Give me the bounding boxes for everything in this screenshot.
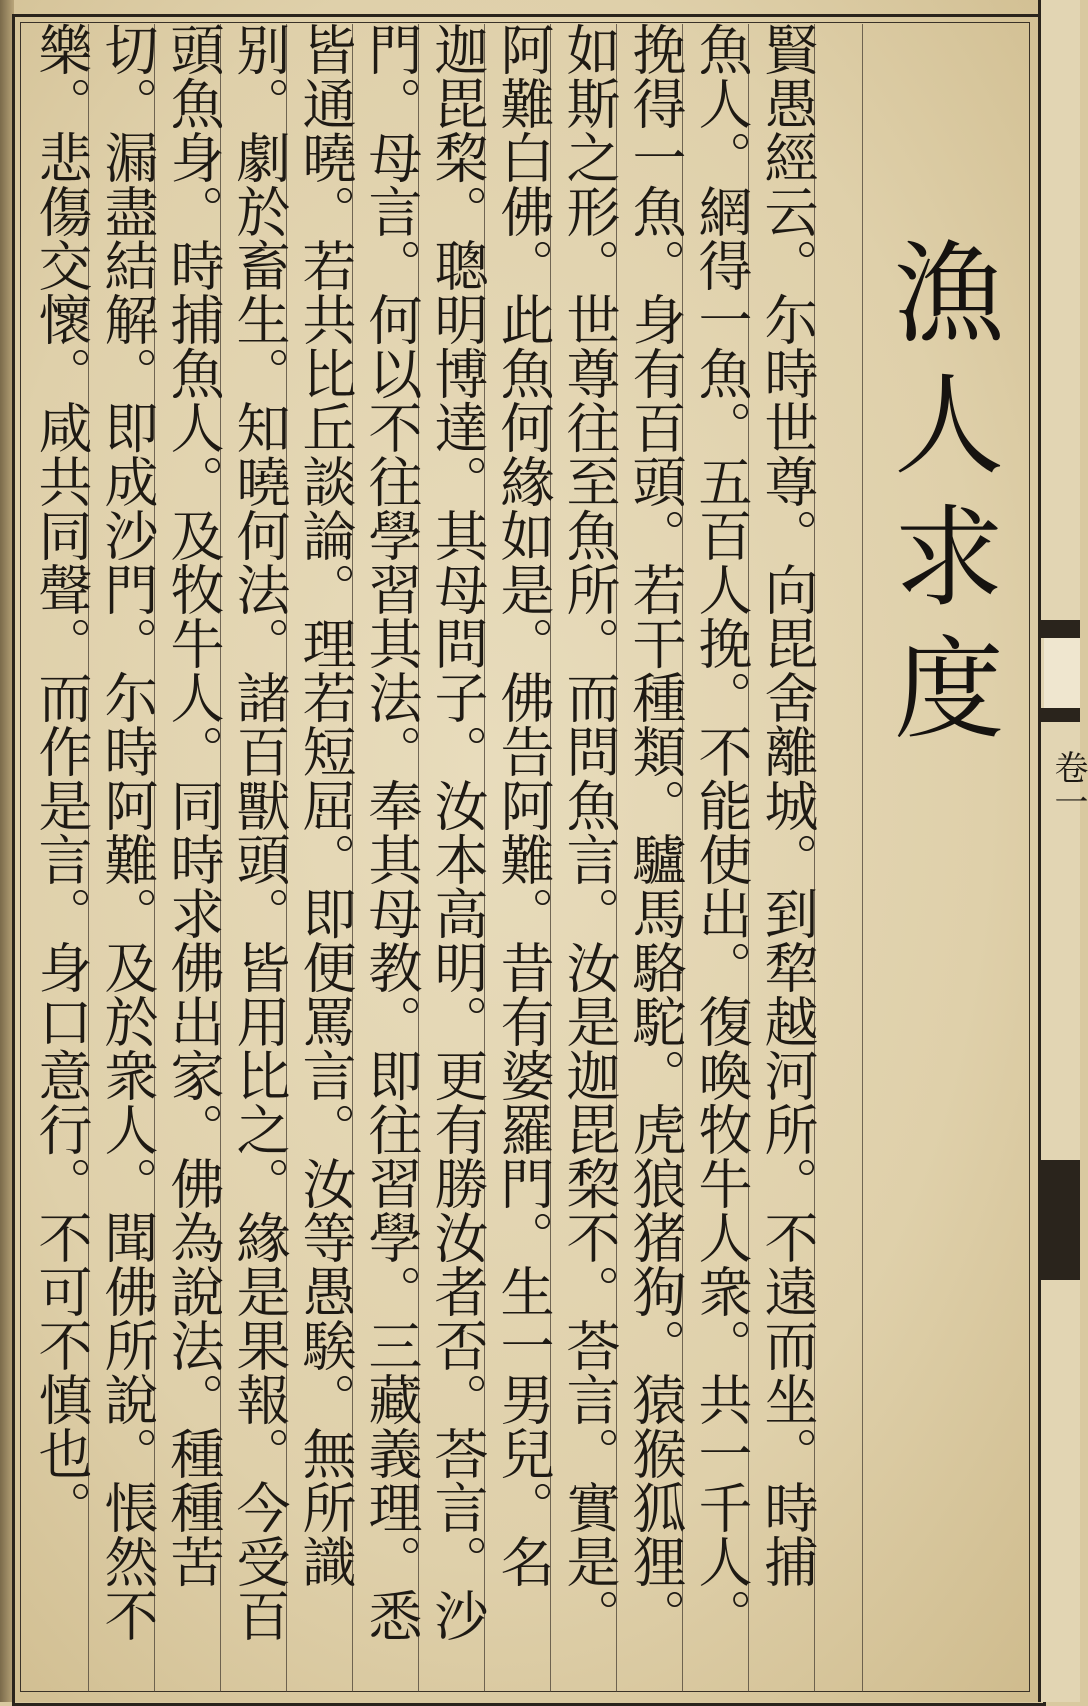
margin-label: 卷一 <box>1048 750 1088 818</box>
margin-band <box>1040 620 1080 638</box>
text-column-1: 賢愚經云。尓時世尊。向毘舍離城。到犂越河所。不遠而坐。時捕 <box>756 22 819 1588</box>
margin-band <box>1040 708 1080 722</box>
text-column-3: 挽得一魚。身有百頭。若干種類。驢馬駱駝。虎狼猪狗。猿猴狐狸。 <box>624 22 687 1642</box>
text-column-10: 頭魚身。時捕魚人。及牧牛人。同時求佛出家。佛為說法。種種苦 <box>162 22 225 1588</box>
page-title: 漁人求度 <box>876 235 1004 763</box>
column-rule <box>862 24 863 1692</box>
margin-panel <box>1044 638 1080 708</box>
text-column-4: 如斯之形。世尊往至魚所。而問魚言。汝是迦毘棃不。荅言。實是。 <box>558 22 621 1642</box>
margin-strip <box>1038 0 1080 1702</box>
text-column-7: 門。母言。何以不往學習其法。奉其母教。即往習學。三藏義理。悉 <box>360 22 423 1642</box>
text-column-6: 迦毘棃。聰明博達。其母問子。汝本高明。更有勝汝者否。荅言。沙 <box>426 22 489 1642</box>
text-column-5: 阿難白佛。此魚何緣如是。佛告阿難。昔有婆羅門。生一男兒。名 <box>492 22 555 1588</box>
text-column-9: 别。劇於畜生。知曉何法。諸百獸頭。皆用比之。緣是果報。今受百 <box>228 22 291 1642</box>
text-column-11: 切。漏盡結解。即成沙門。尓時阿難。及於衆人。聞佛所說。悵然不 <box>96 22 159 1642</box>
text-column-2: 魚人。網得一魚。五百人挽。不能使出。復喚牧牛人衆。共一千人。 <box>690 22 753 1642</box>
margin-band <box>1040 1160 1080 1280</box>
text-column-8: 皆通曉。若共比丘談論。理若短屈。即便罵言。汝等愚騃。無所識 <box>294 22 357 1588</box>
text-column-12: 樂。悲傷交懷。咸共同聲。而作是言。身口意行。不可不慎也。 <box>30 22 93 1534</box>
